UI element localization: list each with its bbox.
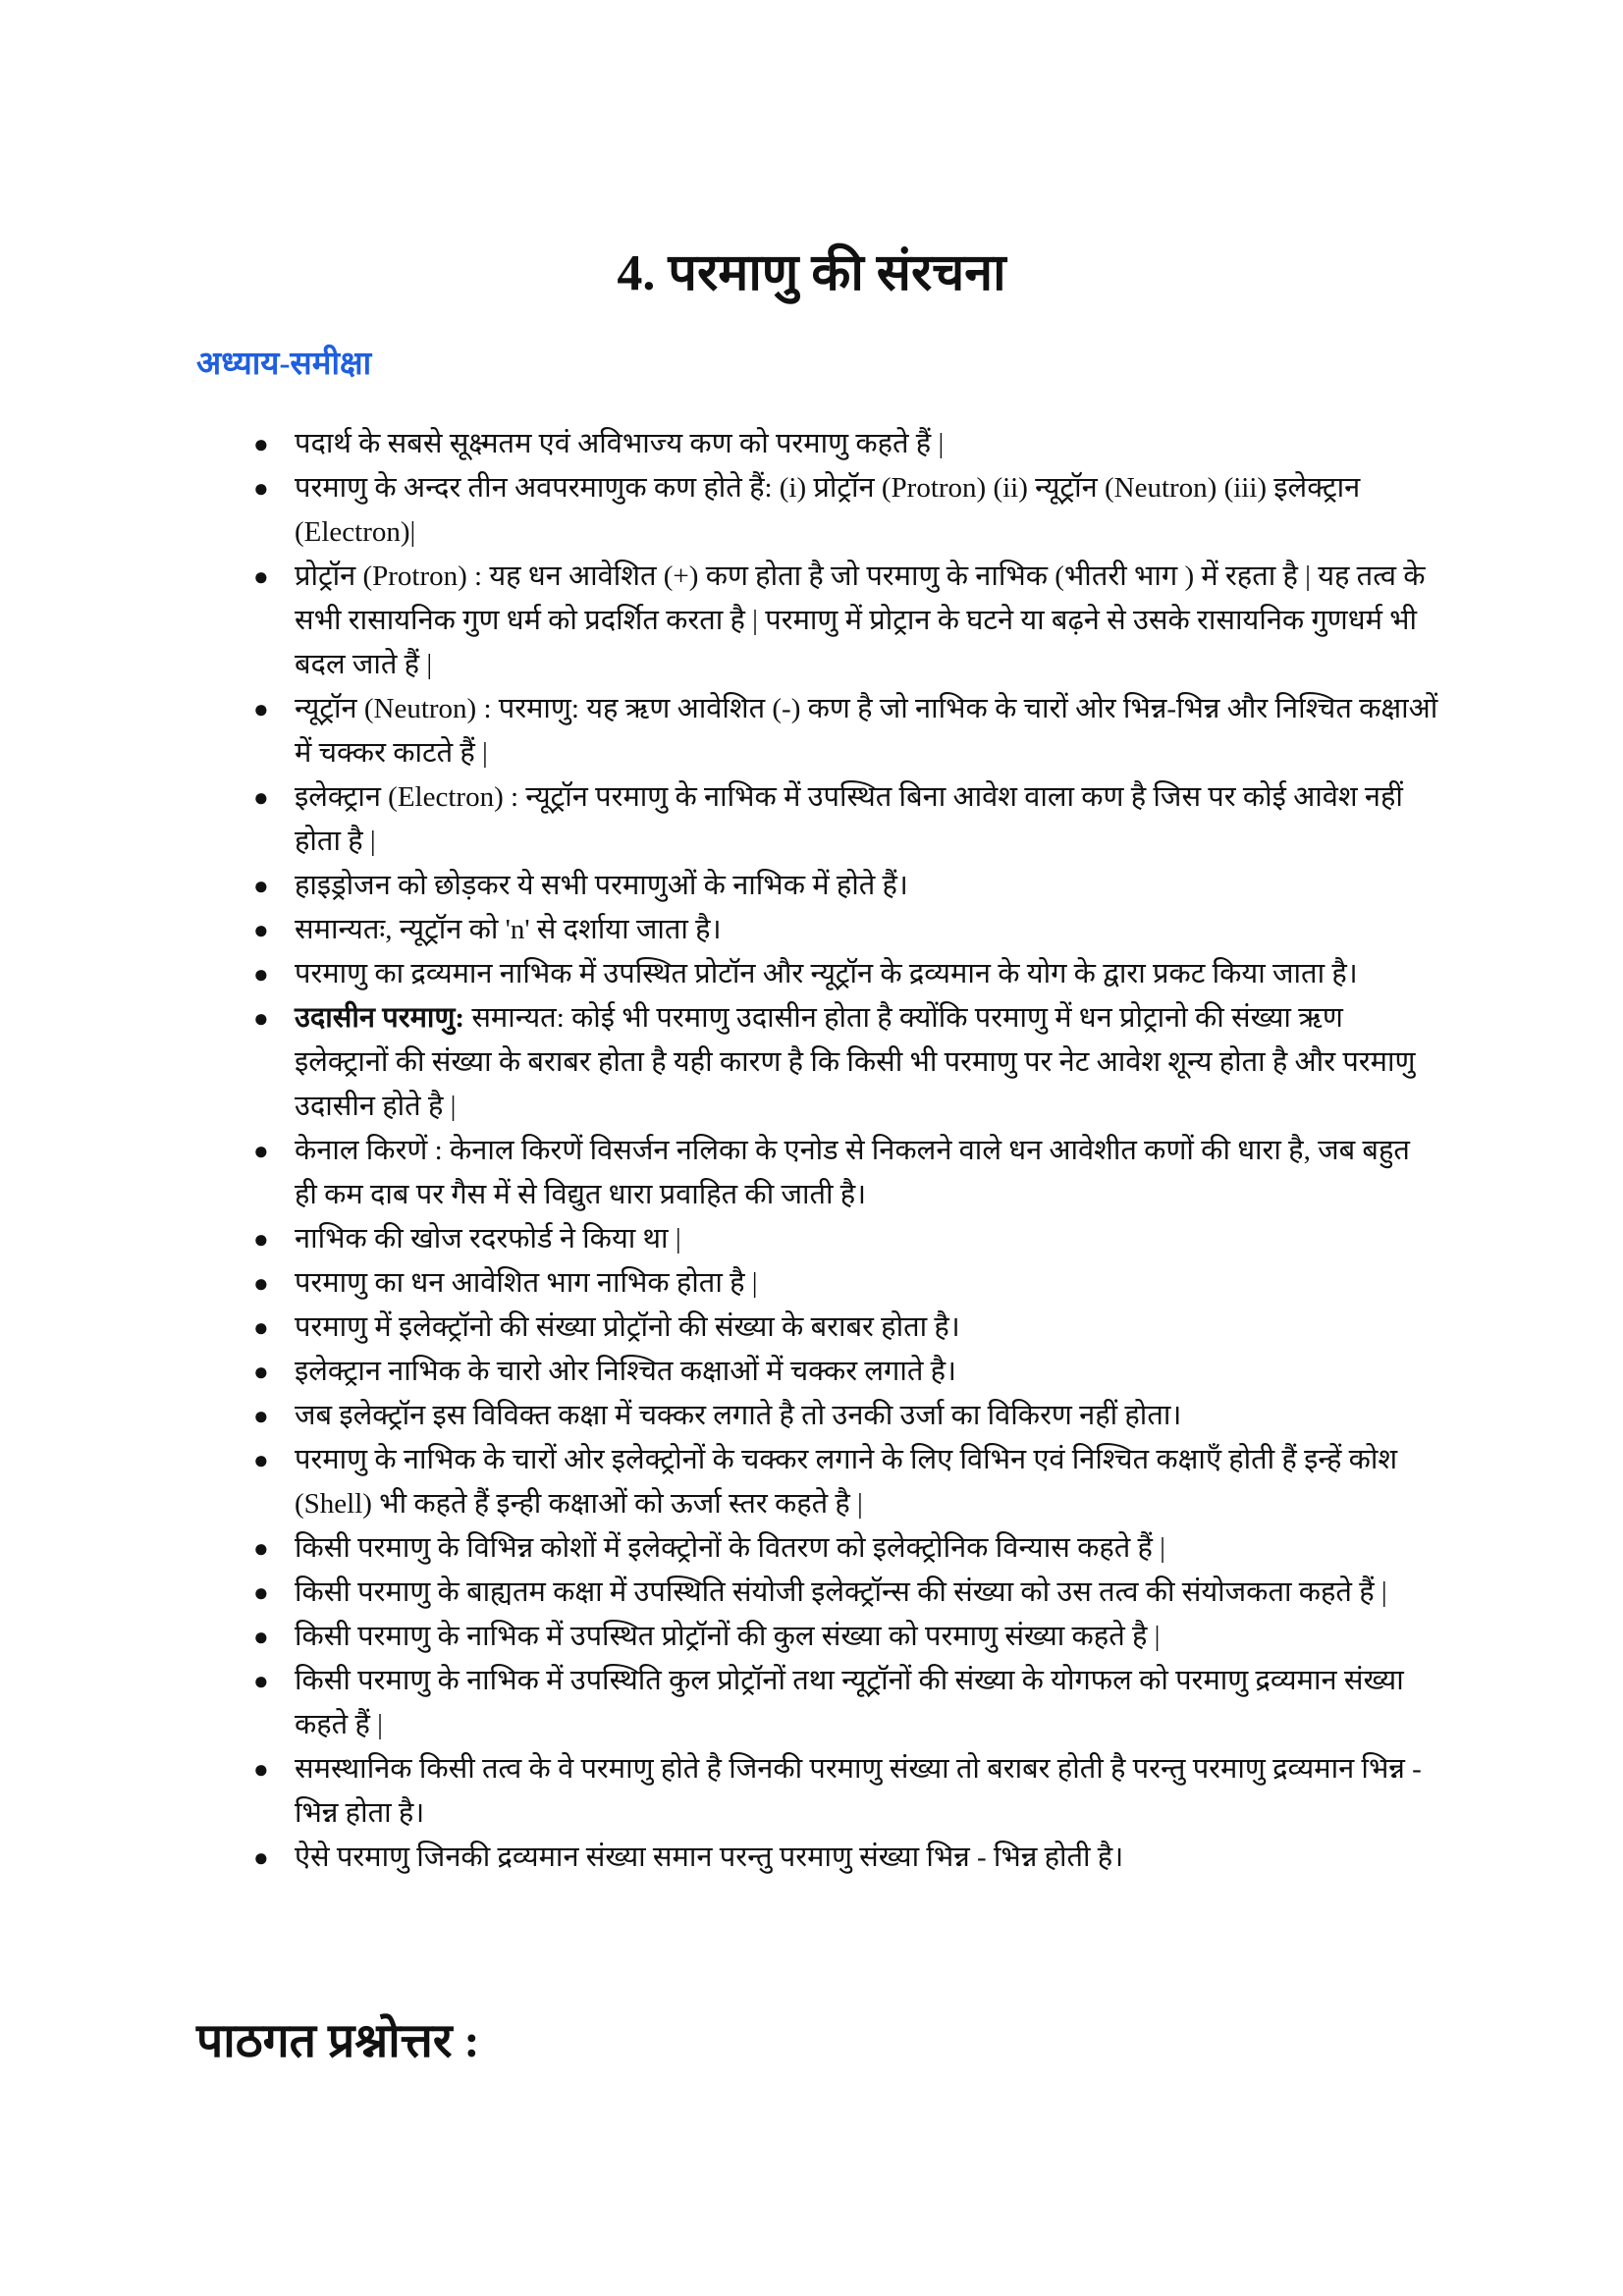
list-item <box>253 1438 1438 1526</box>
list-item-text: इलेक्ट्रान (Electron) : न्यूट्रॉन परमाणु के नाभिक में उपस्थित बिना आवेश वाला कण है जिस पर कोई आवेश नहीं होता है | <box>295 781 1403 857</box>
list-item <box>253 952 1438 996</box>
list-item-text: किसी परमाणु के बाह्यतम कक्षा में उपस्थिति संयोजी इलेक्ट्रॉन्स की संख्या को उस तत्व की संयोजकता कहते हैं | <box>295 1576 1387 1608</box>
bullet-icon: ● <box>253 1137 269 1165</box>
bullet-icon: ● <box>253 1446 269 1474</box>
list-item <box>253 555 1438 687</box>
bullet-icon: ● <box>253 1269 269 1298</box>
bullet-icon: ● <box>253 1667 269 1695</box>
list-item-text: किसी परमाणु के नाभिक में उपस्थिति कुल प्रोट्रॉनों तथा न्यूट्रॉनों की संख्या के योगफल को परमाणु द्रव्यमान संख्या कहते हैं | <box>295 1665 1404 1740</box>
bullet-icon: ● <box>253 562 269 591</box>
bullet-icon: ● <box>253 430 269 458</box>
list-item-text: परमाणु के नाभिक के चारों ओर इलेक्ट्रोनों के चक्कर लगाने के लिए विभिन एवं निश्चित कक्षाएँ होती हैं इन्हें कोश (Shell) भी कहते हैं इन्ही कक्षाओं को ऊर्जा स्तर कहते है | <box>295 1444 1398 1520</box>
bullet-icon: ● <box>253 1534 269 1563</box>
list-item <box>253 422 1438 466</box>
list-item-text: परमाणु का द्रव्यमान नाभिक में उपस्थित प्रोटॉन और न्यूट्रॉन के द्रव्यमान के योग के द्वारा प्रकट किया जाता है। <box>295 958 1358 989</box>
bullet-icon: ● <box>253 1402 269 1430</box>
list-item <box>253 1571 1438 1615</box>
list-item-text: परमाणु का धन आवेशित भाग नाभिक होता है | <box>295 1267 758 1299</box>
bullet-icon: ● <box>253 960 269 988</box>
list-item-text: परमाणु के अन्दर तीन अवपरमाणुक कण होते हैं: (i) प्रोट्रॉन (Protron) (ii) न्यूट्रॉन (Neutron) (iii) इलेक्ट्रान (Electron)| <box>295 472 1361 548</box>
list-item <box>253 1306 1438 1350</box>
bullet-icon: ● <box>253 1843 269 1872</box>
list-item-text: समान्यतः, न्यूट्रॉन को 'n' से दर्शाया जाता है। <box>295 914 722 945</box>
list-item <box>253 1836 1438 1880</box>
bullet-icon: ● <box>253 695 269 723</box>
bullet-icon: ● <box>253 1755 269 1784</box>
list-item <box>253 1129 1438 1217</box>
list-item-text: पदार्थ के सबसे सूक्ष्मतम एवं अविभाज्य कण को परमाणु कहते हैं | <box>295 428 945 459</box>
bullet-icon: ● <box>253 1358 269 1386</box>
list-item <box>253 1659 1438 1747</box>
bullet-icon: ● <box>253 1004 269 1033</box>
list-item-text: इलेक्ट्रान नाभिक के चारो ओर निश्चित कक्षाओं में चक्कर लगाते है। <box>295 1356 957 1387</box>
bullet-icon: ● <box>253 783 269 812</box>
list-item <box>253 908 1438 952</box>
list-item <box>253 775 1438 864</box>
list-item <box>253 1350 1438 1394</box>
section-title-chapter-review: अध्याय-समीक्षा <box>196 347 372 382</box>
bullet-icon: ● <box>253 1313 269 1342</box>
list-item-text: ऐसे परमाणु जिनकी द्रव्यमान संख्या समान परन्तु परमाणु संख्या भिन्न - भिन्न होती है। <box>295 1842 1124 1873</box>
list-item-bold-term: उदासीन परमाणु: <box>295 1002 465 1034</box>
list-item-text: नाभिक की खोज रदरफोर्ड ने किया था | <box>295 1223 681 1255</box>
list-item <box>253 466 1438 555</box>
list-item <box>253 1394 1438 1438</box>
list-item-text: समस्थानिक किसी तत्व के वे परमाणु होते है जिनकी परमाणु संख्या तो बराबर होती है परन्तु परमाणु द्रव्यमान भिन्न - भिन्न होता है। <box>295 1753 1422 1829</box>
bullet-icon: ● <box>253 872 269 900</box>
list-item <box>253 1747 1438 1836</box>
list-item <box>253 864 1438 908</box>
list-item-text: जब इलेक्ट्रॉन इस विविक्त कक्षा में चक्कर लगाते है तो उनकी उर्जा का विकिरण नहीं होता। <box>295 1400 1182 1431</box>
list-item <box>253 687 1438 775</box>
list-item-text: प्रोट्रॉन (Protron) : यह धन आवेशित (+) कण होता है जो परमाणु के नाभिक (भीतरी भाग ) में रहता है | यह तत्व के सभी रासायनिक गुण धर्म को प्रदर्शित करता है | परमाणु में प्रोट्रान के घटने या बढ़ने से उसके रासायनिक गुणधर्म भी बदल जाते हैं | <box>295 561 1426 680</box>
list-item <box>253 1615 1438 1659</box>
list-item <box>253 996 1438 1129</box>
list-item-text: समान्यत: कोई भी परमाणु उदासीन होता है क्योंकि परमाणु में धन प्रोट्रानो की संख्या ऋण इलेक्ट्रानों की संख्या के बराबर होता है यही कारण है कि किसी भी परमाणु पर नेट आवेश शून्य होता है और परमाणु उदासीन होते है | <box>295 1002 1416 1122</box>
list-item-text: न्यूट्रॉन (Neutron) : परमाणु: यह ऋण आवेशित (-) कण है जो नाभिक के चारों ओर भिन्न-भिन्न और निश्चित कक्षाओं में चक्कर काटते हैं | <box>295 693 1438 769</box>
list-item-text: केनाल किरणें : केनाल किरणें विसर्जन नलिका के एनोड से निकलने वाले धन आवेशीत कणों की धारा है, जब बहुत ही कम दाब पर गैस में से विद्युत धारा प्रवाहित की जाती है। <box>295 1135 1410 1210</box>
qa-heading: पाठगत प्रश्नोत्तर : <box>196 2015 480 2067</box>
list-item-text: हाइड्रोजन को छोड़कर ये सभी परमाणुओं के नाभिक में होते हैं। <box>295 870 908 901</box>
bullet-icon: ● <box>253 1623 269 1651</box>
list-item <box>253 1526 1438 1571</box>
bullet-icon: ● <box>253 1225 269 1254</box>
list-item-text: किसी परमाणु के विभिन्न कोशों में इलेक्ट्रोनों के वितरण को इलेक्ट्रोनिक विन्यास कहते हैं | <box>295 1532 1165 1564</box>
bullet-icon: ● <box>253 474 269 503</box>
bullet-icon: ● <box>253 1578 269 1607</box>
list-item <box>253 1217 1438 1261</box>
list-item-text: किसी परमाणु के नाभिक में उपस्थित प्रोट्रॉनों की कुल संख्या को परमाणु संख्या कहते है | <box>295 1621 1161 1652</box>
list-item <box>253 1261 1438 1306</box>
review-bullet-list <box>253 422 1438 1880</box>
bullet-icon: ● <box>253 916 269 944</box>
chapter-title: 4. परमाणु की संरचना <box>617 245 1006 301</box>
list-item-text: परमाणु में इलेक्ट्रॉनो की संख्या प्रोट्रॉनो की संख्या के बराबर होता है। <box>295 1311 960 1343</box>
